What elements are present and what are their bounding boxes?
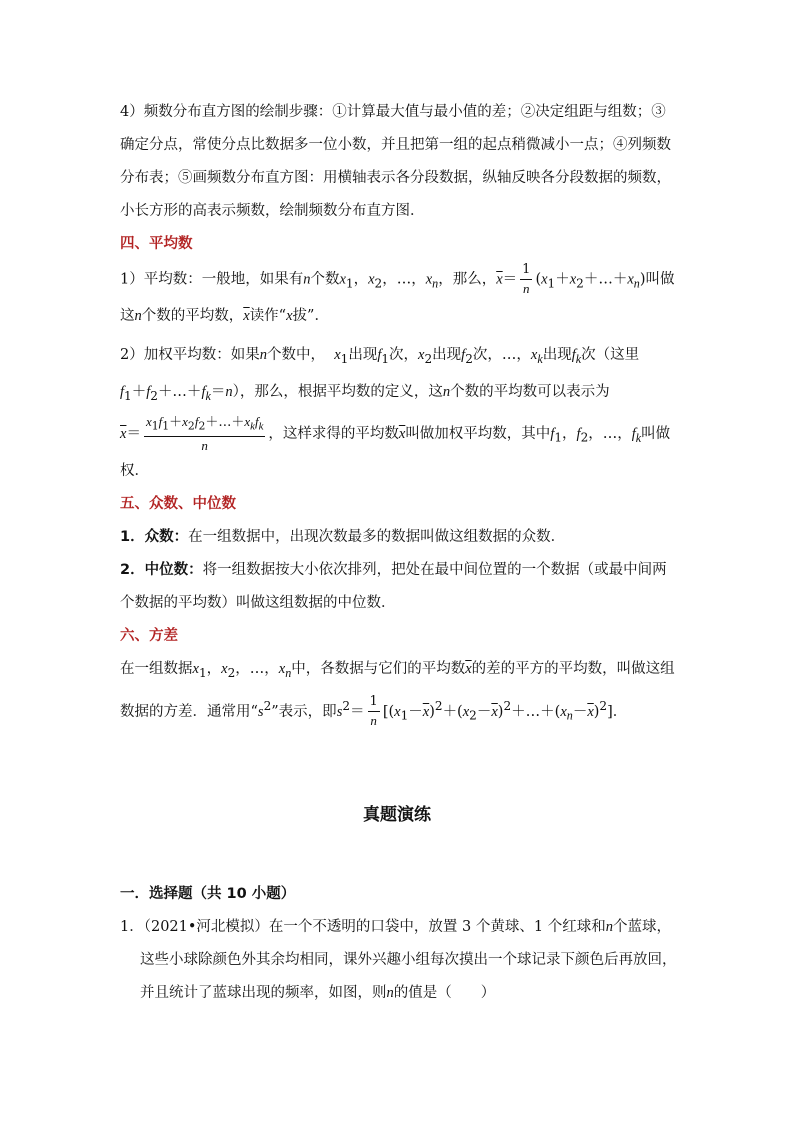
text-span: 2）加权平均数：如果 [120, 347, 260, 364]
text-span: 将一组数据按大小依次排列，把处在最中间位置的一个数据（或最中间两个数据的平均数）叫做这组数据的中位数． [120, 561, 667, 611]
text-span: 个数的平均数可以表示为 [450, 384, 610, 401]
text-span: 出现 [432, 347, 462, 364]
text-span: 读作“ [249, 308, 287, 325]
text-span: 中，各数据与它们的平均数 [291, 660, 466, 677]
text-span: 叫做权． [120, 425, 671, 479]
text-span: ”表示，即 [271, 703, 337, 720]
paragraph-mode [120, 521, 676, 554]
text-span: 个数的平均数， [141, 308, 244, 325]
section-heading-mode-median: 五、众数、中位数 [120, 495, 236, 512]
paragraph-weighted-mean: 2）加权平均数：如果n个数中， $x_1$出现$f_1$次，$x_2$出现$f_2$次，…，$x_k$出现$f_k$次（这里 $f_1+f_2+\dots+f_k=n$），那么，根据平均数的定义，这n个数的平均数可以表示为 $\overline{x}=$ $\frac{x_1f_1+x_2f_2+\dots+x_kf_k}{n}$ ，这样求得的平均数$\overline{x}$叫做加权平均数，其中$f_1$，$f_2$，…，$f_k$叫做权． [120, 347, 671, 479]
paragraph-histogram-steps: 4）频数分布直方图的绘制步骤：①计算最大值与最小值的差；②决定组距与组数；③确定分点，常使分点比数据多一位小数，并且把第一组的起点稍微减小一点；④列频数分布表；⑤画频数分布直方图：用横轴表示各分段数据，纵轴反映各分段数据的频数，小长方形的高表示频数，绘制频数分布直方图． [120, 104, 671, 219]
paragraph-variance: 在一组数据$x_1$，$x_2$，…，$x_n$中，各数据与它们的平均数$\overline{x}$的差的平方的平均数，叫做这组数据的方差．通常用“$s^2$”表示，即$s^2=$ $\frac{1}{n}$ $[(x_1-\overline{x})^2+(x_2-\overline{x})^2+\dots+(x_n-\overline{x})^2]$． [120, 660, 675, 729]
paragraph-mean-definition: 1）平均数：一般地，如果有n个数$x_1$，$x_2$，…，$x_n$，那么，$\overline{x}=$ $\frac{1}{n}$ $(x_1+x_2+\dots+x_n)$叫做这n个数的平均数，$\overline{x}$读作“x拔”． [120, 262, 675, 325]
paragraph-median [120, 554, 676, 620]
text-span: 个蓝球，这些小球除颜色外其余均相同，课外兴趣小组每次摸出一个球记录下颜色后再放回，并且统计了蓝球出现的频率，如图，则 [140, 919, 677, 1001]
term-label: 2．中位数： [120, 561, 203, 578]
text-span: 在一组数据 [120, 660, 193, 677]
section-heading-variance: 六、方差 [120, 627, 178, 644]
text-span: ，这样求得的平均数 [268, 425, 399, 442]
text-span: 拔”． [292, 308, 329, 325]
text-span: 次，…， [472, 347, 531, 364]
text-span: 出现 [348, 347, 378, 364]
text-span: 在一组数据中，出现次数最多的数据叫做这组数据的众数． [188, 528, 566, 545]
section-heading-mean: 四、平均数 [120, 236, 193, 252]
fraction-one-over-n: $\frac{1}{n}$ [522, 262, 531, 296]
text-span: 的值是（ ） [393, 985, 496, 1001]
text-span: 个数 [310, 271, 340, 288]
fraction-weighted-sum: $\frac{x_1f_1+x_2f_2+\dots+x_kf_k}{n}$ [145, 414, 264, 453]
exercise-section [120, 878, 680, 1010]
term-label: 1．众数： [120, 528, 189, 545]
text-span: 出现 [542, 347, 572, 364]
text-span: 个数中， [266, 347, 325, 364]
question-1: 1．（2021•河北模拟）在一个不透明的口袋中，放置 3 个黄球、1 个红球和n个蓝球，这些小球除颜色外其余均相同，课外兴趣小组每次摸出一个球记录下颜色后再放回，并且统计了蓝球出现的频率，如图，则n的值是（ ） [120, 919, 677, 1001]
text-span: ），那么，根据平均数的定义，这 [232, 384, 443, 401]
document-body [120, 96, 676, 732]
text-span: 叫做加权平均数，其中 [405, 425, 551, 442]
text-span: 1．（2021•河北模拟）在一个不透明的口袋中，放置 3 个黄球、1 个红球和 [120, 919, 606, 935]
text-span: 次， [389, 347, 419, 364]
text-span: 1）平均数：一般地，如果有 [120, 271, 304, 288]
text-span: 的差的平方的平均数，叫做这组数据的方差．通常用“ [120, 660, 675, 720]
text-span: 叫做这 [120, 271, 675, 325]
text-span: 次（这里 [581, 347, 640, 364]
text-span: ，那么， [438, 271, 497, 288]
document-section-title: 真题演练 [363, 805, 431, 825]
part-heading: 一．选择题（共 10 小题） [120, 886, 296, 902]
fraction-one-over-n: $\frac{1}{n}$ [369, 694, 378, 729]
